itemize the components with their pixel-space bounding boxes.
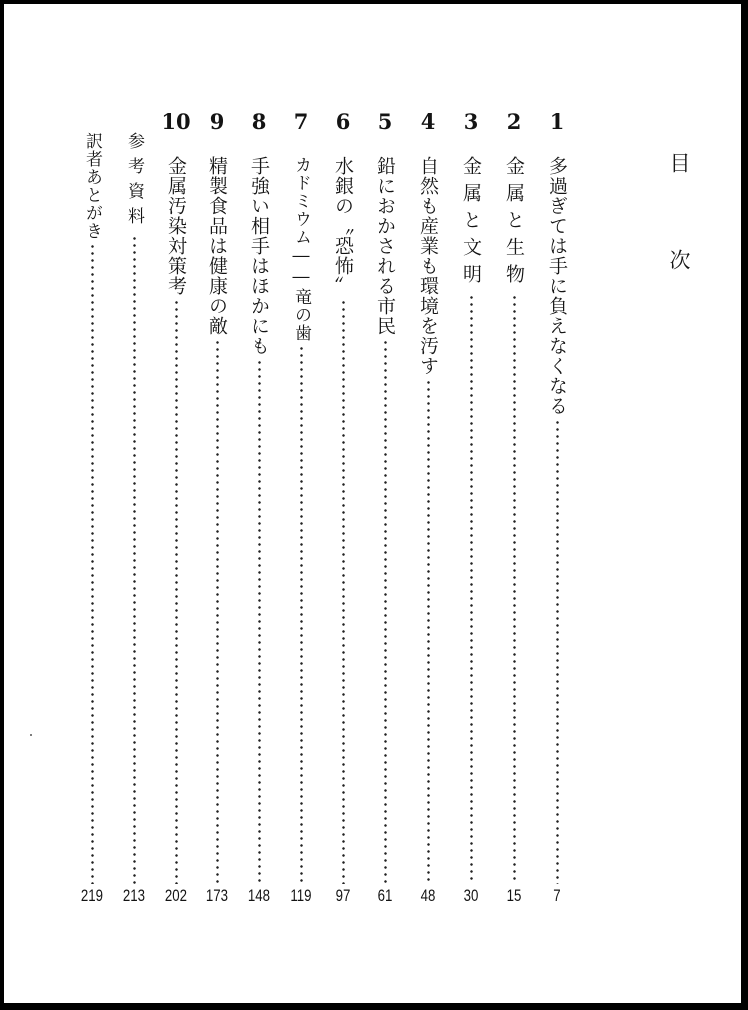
chapter-number: 6 <box>335 109 351 134</box>
chapter-title: 手強い相手はほかにも <box>248 156 270 356</box>
leader-dots <box>175 299 178 884</box>
leader-dots <box>384 339 387 884</box>
leader-dots <box>216 339 219 884</box>
toc-entry-6[interactable] <box>327 108 359 916</box>
leader-dots <box>513 294 516 884</box>
leader-dots <box>470 294 473 884</box>
chapter-title: 金属と文明 <box>460 156 482 291</box>
toc-title: 目次 <box>667 152 691 346</box>
toc-entry-9[interactable] <box>201 108 233 916</box>
chapter-number: 3 <box>463 109 479 134</box>
leader-dots <box>91 243 94 884</box>
page-number: 219 <box>80 886 104 905</box>
page-number: 30 <box>463 886 479 905</box>
page-number: 119 <box>290 886 312 905</box>
toc-entry-afterword[interactable] <box>76 108 108 916</box>
page-number: 97 <box>335 886 351 905</box>
scan-speck <box>30 734 32 736</box>
page-number: 48 <box>420 886 436 905</box>
chapter-title: 水銀の〝恐怖〟 <box>332 156 354 296</box>
toc-entry-references[interactable] <box>118 108 150 916</box>
leader-dots <box>342 299 345 884</box>
toc-entry-1[interactable] <box>541 108 573 916</box>
page-number: 173 <box>205 886 229 905</box>
chapter-title: カドミウム――竜の歯 <box>291 156 311 342</box>
page-number: 148 <box>247 886 271 905</box>
toc-entry-4[interactable] <box>412 108 444 916</box>
chapter-number: 1 <box>549 109 565 134</box>
chapter-number: 7 <box>293 109 309 134</box>
chapter-title: 金属と生物 <box>503 156 525 291</box>
page-number: 7 <box>553 886 561 905</box>
chapter-number: 10 <box>161 109 191 134</box>
toc-entry-3[interactable] <box>455 108 487 916</box>
page-number: 15 <box>506 886 522 905</box>
leader-dots <box>300 345 303 884</box>
chapter-title: 自然も産業も環境を汚す <box>417 156 439 376</box>
toc-entry-8[interactable] <box>243 108 275 916</box>
chapter-number: 4 <box>420 109 436 134</box>
chapter-title: 精製食品は健康の敵 <box>206 156 228 336</box>
chapter-title: 参考資料 <box>124 132 144 232</box>
toc-entry-5[interactable] <box>369 108 401 916</box>
leader-dots <box>556 419 559 884</box>
chapter-title: 金属汚染対策考 <box>165 156 187 296</box>
toc-entry-7[interactable] <box>285 108 317 916</box>
toc-entry-10[interactable] <box>160 108 192 916</box>
page-number: 61 <box>377 886 393 905</box>
chapter-title: 鉛におかされる市民 <box>374 156 396 336</box>
leader-dots <box>258 359 261 884</box>
page-number: 213 <box>122 886 146 905</box>
leader-dots <box>133 235 136 884</box>
chapter-title: 多過ぎては手に負えなくなる <box>546 156 568 416</box>
leader-dots <box>427 379 430 884</box>
chapter-number: 2 <box>506 109 522 134</box>
chapter-number: 9 <box>209 109 225 134</box>
chapter-title: 訳者あとがき <box>82 132 102 240</box>
toc-entry-2[interactable] <box>498 108 530 916</box>
page-number: 202 <box>164 886 188 905</box>
chapter-number: 5 <box>377 109 393 134</box>
chapter-number: 8 <box>251 109 267 134</box>
